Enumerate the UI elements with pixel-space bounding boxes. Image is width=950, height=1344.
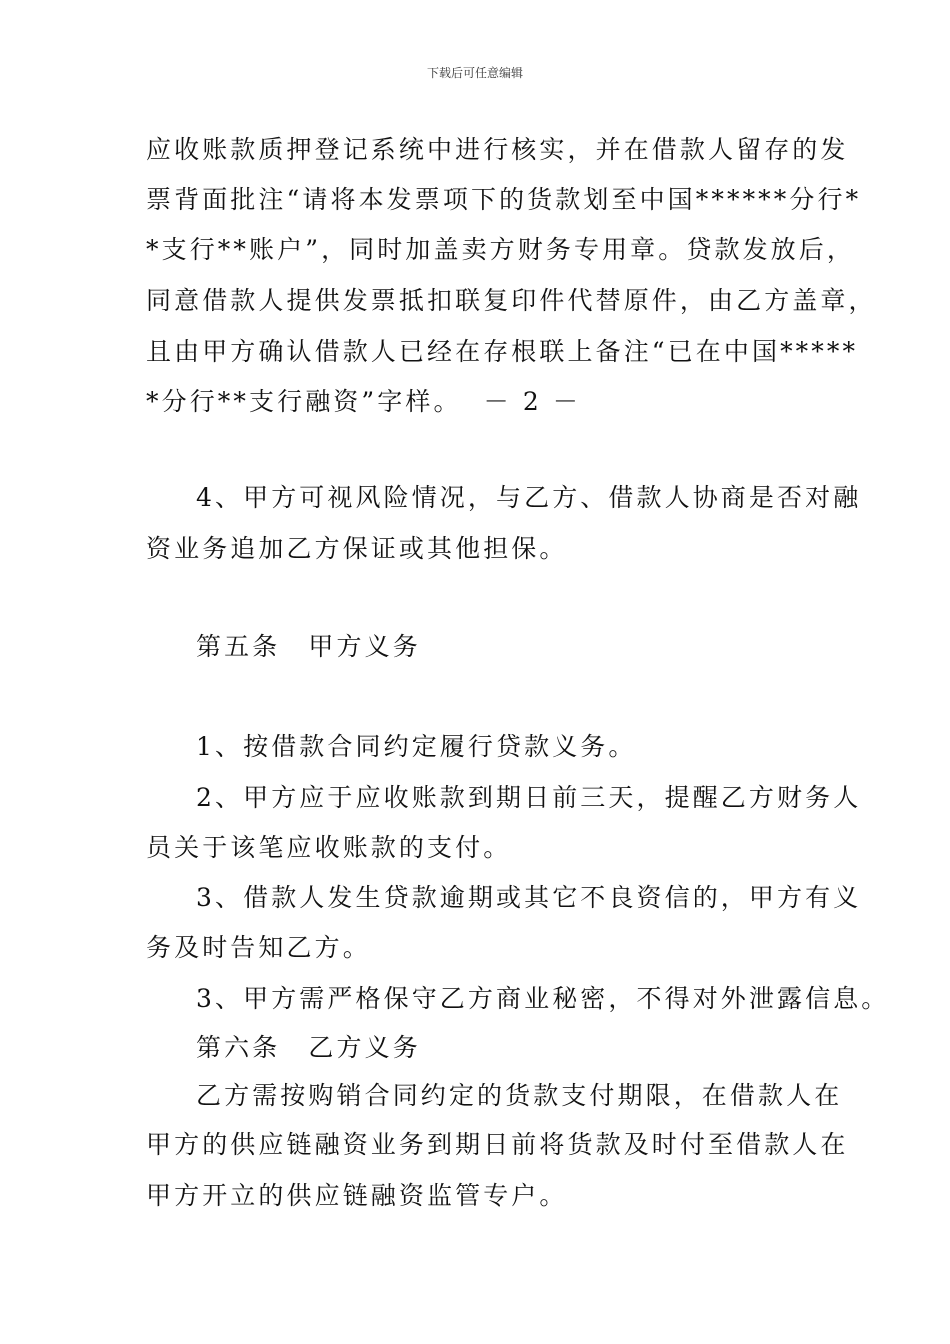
paragraph-line: 甲方开立的供应链融资监管专户。 xyxy=(146,1181,568,1210)
list-item: 务及时告知乙方。 xyxy=(146,933,371,962)
paragraph-line: 应收账款质押登记系统中进行核实，并在借款人留存的发 xyxy=(146,135,849,164)
paragraph-line: 同意借款人提供发票抵扣联复印件代替原件，由乙方盖章， xyxy=(146,286,877,315)
list-item: 3、借款人发生贷款逾期或其它不良资信的，甲方有义 xyxy=(196,883,862,912)
paragraph-line: 乙方需按购销合同约定的货款支付期限，在借款人在 xyxy=(196,1081,843,1110)
list-item: 1、按借款合同约定履行贷款义务。 xyxy=(196,732,637,761)
paragraph-line: 票背面批注“请将本发票项下的货款划至中国******分行* xyxy=(146,185,862,214)
page-header: 下载后可任意编辑 xyxy=(426,66,523,80)
list-item: 3、甲方需严格保守乙方商业秘密，不得对外泄露信息。 xyxy=(196,984,890,1013)
paragraph-line: *支行**账户”，同时加盖卖方财务专用章。贷款发放后， xyxy=(146,235,855,264)
paragraph-line: 4、甲方可视风险情况，与乙方、借款人协商是否对融 xyxy=(196,483,862,512)
section-heading: 第六条 乙方义务 xyxy=(196,1033,421,1062)
list-item: 员关于该笔应收账款的支付。 xyxy=(146,833,512,862)
list-item: 2、甲方应于应收账款到期日前三天，提醒乙方财务人 xyxy=(196,783,862,812)
paragraph-line: 资业务追加乙方保证或其他担保。 xyxy=(146,534,568,563)
paragraph-line: 甲方的供应链融资业务到期日前将货款及时付至借款人在 xyxy=(146,1130,849,1159)
paragraph-line: 且由甲方确认借款人已经在存根联上备注“已在中国***** xyxy=(146,337,859,366)
paragraph-line: *分行**支行融资”字样。 － 2 － xyxy=(146,387,581,416)
section-heading: 第五条 甲方义务 xyxy=(196,632,421,661)
